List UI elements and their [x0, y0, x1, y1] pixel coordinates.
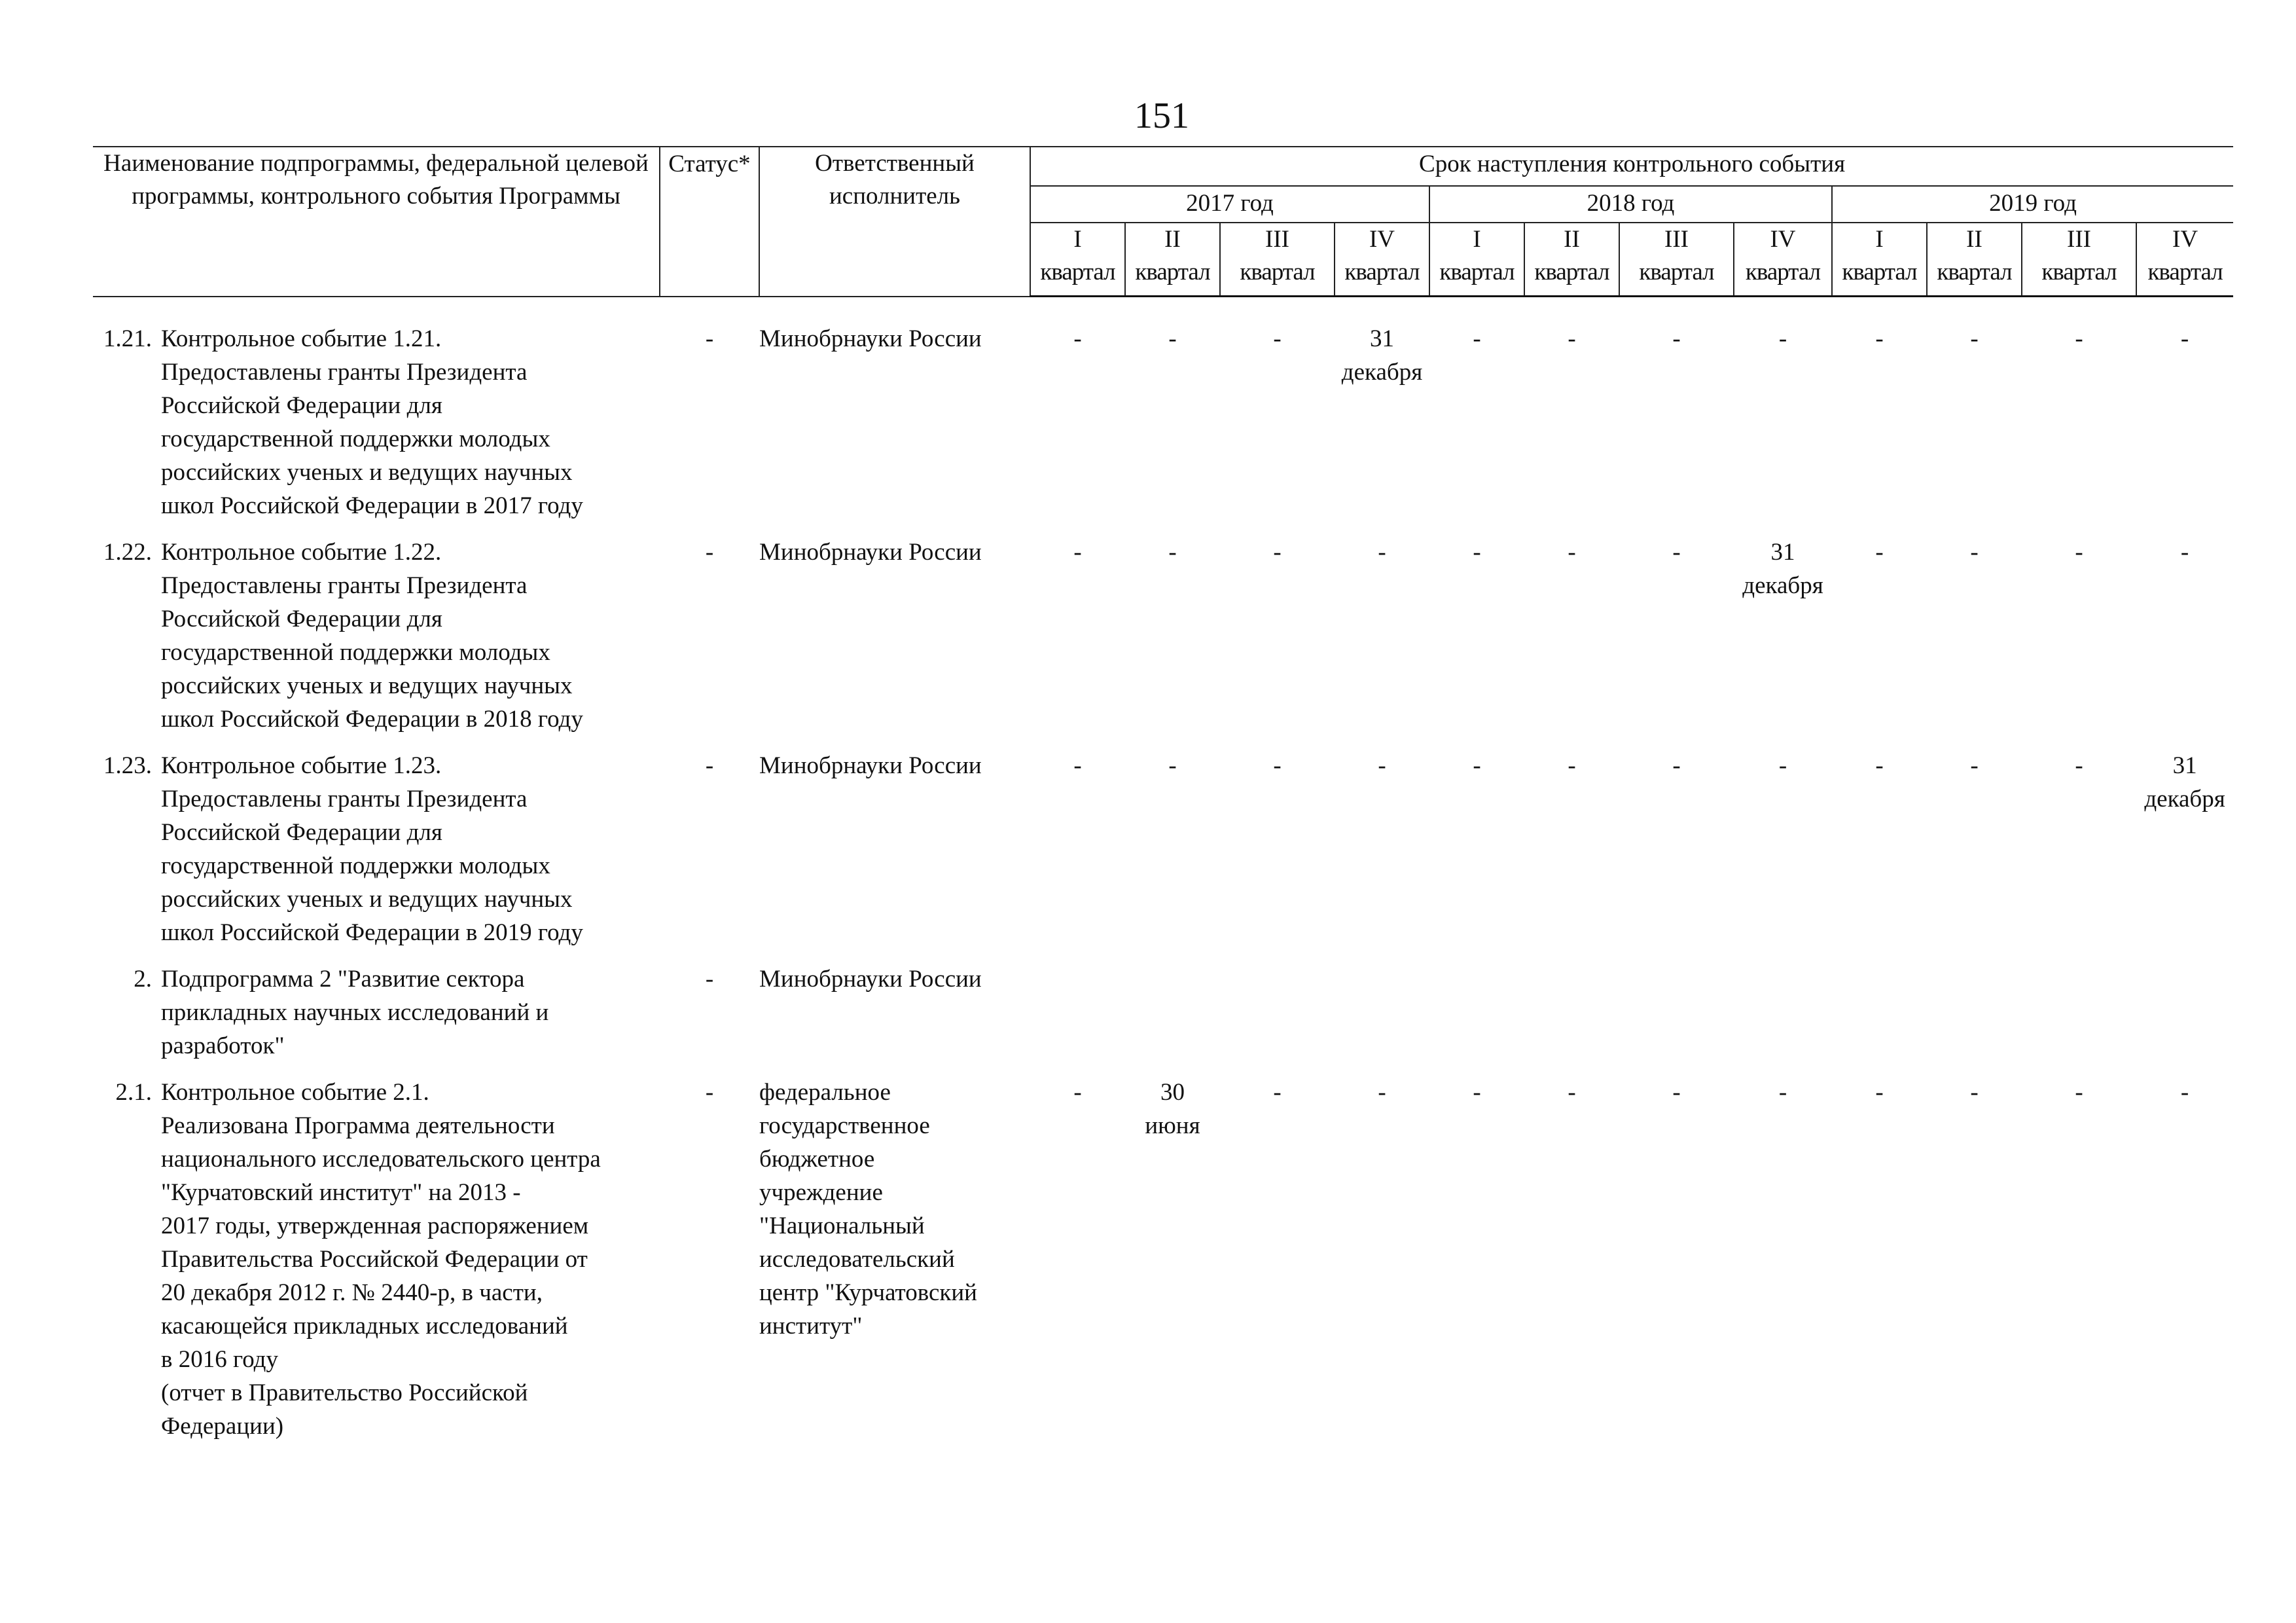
quarter-cell [1524, 962, 1619, 1076]
event-name-line: Предоставлены гранты Президента [161, 572, 528, 599]
quarter-word: квартал [1842, 259, 1917, 285]
header-spacer [93, 297, 2233, 323]
quarter-header [2136, 223, 2233, 297]
event-name [158, 962, 660, 1076]
quarter-cell-value: - [1378, 539, 1386, 566]
quarter-header [1832, 223, 1927, 297]
event-name-line: Контрольное событие 1.22. [161, 539, 442, 566]
quarter-cell-value: - [1168, 539, 1177, 566]
quarter-cell [2022, 1076, 2136, 1456]
event-name [158, 1076, 660, 1456]
row-number: 1.22. [103, 539, 152, 566]
table-row [93, 1076, 2233, 1456]
year-header: 2018 год [1429, 186, 1832, 223]
event-name [158, 749, 660, 962]
quarter-cell-value: - [1273, 1079, 1282, 1106]
quarter-cell-value: - [1672, 539, 1681, 566]
page-number: 151 [1134, 96, 1189, 136]
event-name-line: школ Российской Федерации в 2017 году [161, 492, 583, 519]
quarter-cell [1125, 749, 1220, 962]
quarter-numeral: III [1664, 226, 1689, 253]
quarter-cell-value: - [1875, 325, 1884, 352]
quarter-cell [1030, 962, 1125, 1076]
quarter-cell [1832, 322, 1927, 536]
quarter-cell [1619, 1076, 1734, 1456]
quarter-cell [1832, 749, 1927, 962]
event-name-line: государственной поддержки молодых [161, 639, 550, 666]
quarter-cell-value: - [1875, 539, 1884, 566]
quarter-cell-value: - [2075, 539, 2083, 566]
event-name-line: (отчет в Правительство Российской [161, 1379, 528, 1406]
quarter-word: квартал [2041, 259, 2117, 285]
table-body [93, 297, 2233, 1457]
executor-line: государственное [759, 1112, 930, 1139]
quarter-cell [1927, 749, 2022, 962]
quarter-header [1030, 223, 1125, 297]
row-number: 1.21. [103, 325, 152, 352]
quarter-cell [1832, 1076, 1927, 1456]
quarter-cell [1619, 536, 1734, 749]
quarter-cell-value: - [1875, 752, 1884, 779]
quarter-cell [1030, 536, 1125, 749]
executor-line: Минобрнауки России [759, 752, 982, 779]
quarter-cell [1335, 1076, 1429, 1456]
quarter-cell [1220, 962, 1335, 1076]
quarter-cell [1734, 1076, 1832, 1456]
quarter-cell-value: декабря [1742, 572, 1823, 599]
quarter-cell [1734, 322, 1832, 536]
quarter-cell [1335, 749, 1429, 962]
quarter-numeral: II [1564, 226, 1580, 253]
quarter-header [1125, 223, 1220, 297]
quarter-header [1524, 223, 1619, 297]
quarter-cell [1734, 749, 1832, 962]
quarter-cell-value: - [1073, 752, 1082, 779]
quarter-cell [1429, 749, 1524, 962]
quarter-cell-value: - [2075, 325, 2083, 352]
quarter-cell-value: 31 [1770, 539, 1795, 566]
quarter-cell-value: - [1970, 752, 1979, 779]
quarter-cell-value: - [1568, 539, 1576, 566]
quarter-cell [2136, 1076, 2233, 1456]
quarter-cell-value: - [1568, 752, 1576, 779]
quarter-header [1429, 223, 1524, 297]
quarter-cell-value: - [1778, 752, 1787, 779]
row-number: 1.23. [103, 752, 152, 779]
quarter-cell-value: - [1273, 539, 1282, 566]
quarter-cell-value: - [1473, 752, 1481, 779]
quarter-numeral: III [2067, 226, 2091, 253]
table-header [93, 147, 2233, 297]
quarter-header [1335, 223, 1429, 297]
quarter-cell [1220, 536, 1335, 749]
quarter-cell-value: - [1473, 325, 1481, 352]
quarter-cell-value: - [1073, 1079, 1082, 1106]
quarter-cell [1619, 749, 1734, 962]
quarter-word: квартал [1040, 259, 1115, 285]
quarter-cell-value: - [1273, 325, 1282, 352]
quarter-cell-value: - [1168, 325, 1177, 352]
quarter-cell [1030, 322, 1125, 536]
quarter-header [2022, 223, 2136, 297]
quarter-word: квартал [1937, 259, 2012, 285]
quarter-word: квартал [1240, 259, 1315, 285]
quarter-numeral: II [1164, 226, 1181, 253]
table-row [93, 749, 2233, 962]
quarter-numeral: I [1473, 226, 1481, 253]
quarter-cell-value: - [1875, 1079, 1884, 1106]
event-name-line: 20 декабря 2012 г. № 2440-р, в части, [161, 1279, 543, 1306]
quarter-cell-value: - [1473, 1079, 1481, 1106]
quarter-cell-value: - [1568, 1079, 1576, 1106]
event-name-line: Контрольное событие 1.21. [161, 325, 442, 352]
quarter-cell-value: - [1970, 1079, 1979, 1106]
executor-line: федеральное [759, 1079, 891, 1106]
quarter-numeral: II [1966, 226, 1982, 253]
status-cell: - [705, 752, 714, 779]
quarter-header [1619, 223, 1734, 297]
quarter-cell [1125, 962, 1220, 1076]
quarter-cell-value: - [1073, 325, 1082, 352]
executor-cell [759, 536, 1030, 749]
quarter-cell [1335, 322, 1429, 536]
quarter-cell-value: - [1778, 1079, 1787, 1106]
control-events-table [93, 146, 2233, 1456]
quarter-cell-value: декабря [2144, 786, 2225, 812]
quarter-cell [1619, 962, 1734, 1076]
quarter-cell [1927, 536, 2022, 749]
quarter-numeral: I [1073, 226, 1082, 253]
quarter-cell [1927, 1076, 2022, 1456]
row-number: 2. [134, 966, 152, 993]
quarter-cell [1030, 749, 1125, 962]
executor-cell [759, 1076, 1030, 1456]
quarter-cell-value: - [2180, 325, 2189, 352]
quarter-cell-value: - [1672, 1079, 1681, 1106]
quarter-cell-value: - [2180, 1079, 2189, 1106]
executor-line: Минобрнауки России [759, 539, 982, 566]
event-name [158, 536, 660, 749]
row-number: 2.1. [115, 1079, 152, 1106]
event-name-line: в 2016 году [161, 1346, 278, 1373]
status-cell: - [705, 966, 714, 993]
quarter-numeral: IV [1770, 226, 1796, 253]
name-column-header: Наименование подпрограммы, федеральной целевой программы, контрольного события Программы [93, 147, 660, 297]
quarter-cell [2022, 749, 2136, 962]
status-column-header: Статус* [660, 147, 759, 297]
event-name-line: Российской Федерации для [161, 606, 442, 632]
quarter-cell-value: 31 [2172, 752, 2197, 779]
quarter-cell [2022, 322, 2136, 536]
quarter-cell [2136, 962, 2233, 1076]
quarter-cell [2136, 536, 2233, 749]
status-cell: - [705, 1079, 714, 1106]
executor-line: центр "Курчатовский [759, 1279, 977, 1306]
quarter-cell-value: 30 [1160, 1079, 1185, 1106]
quarter-cell [1429, 1076, 1524, 1456]
quarter-cell [1125, 322, 1220, 536]
quarter-header [1927, 223, 2022, 297]
event-name-line: Предоставлены гранты Президента [161, 786, 528, 812]
quarter-cell [1335, 962, 1429, 1076]
quarter-cell-value: - [1473, 539, 1481, 566]
quarter-numeral: I [1875, 226, 1884, 253]
quarter-cell [1734, 962, 1832, 1076]
quarter-cell-value: 31 [1370, 325, 1394, 352]
executor-line: институт" [759, 1313, 863, 1340]
event-name-line: 2017 годы, утвержденная распоряжением [161, 1213, 589, 1239]
event-name-line: Российской Федерации для [161, 392, 442, 419]
quarter-header [1220, 223, 1335, 297]
quarter-cell [2022, 536, 2136, 749]
event-name-line: национального исследовательского центра [161, 1146, 601, 1173]
quarter-word: квартал [1639, 259, 1714, 285]
quarter-cell-value: - [2075, 1079, 2083, 1106]
quarter-cell [1030, 1076, 1125, 1456]
event-name-line: Контрольное событие 1.23. [161, 752, 442, 779]
table-row [93, 962, 2233, 1076]
quarter-cell-value: - [1970, 325, 1979, 352]
status-cell: - [705, 539, 714, 566]
quarter-cell [1524, 1076, 1619, 1456]
quarter-header [1734, 223, 1832, 297]
event-name [158, 322, 660, 536]
quarter-cell [1125, 1076, 1220, 1456]
quarter-cell [1927, 322, 2022, 536]
event-name-line: школ Российской Федерации в 2019 году [161, 919, 583, 946]
event-name-line: Правительства Российской Федерации от [161, 1246, 588, 1273]
event-name-line: российских ученых и ведущих научных [161, 459, 573, 486]
event-name-line: Предоставлены гранты Президента [161, 359, 528, 386]
quarter-cell [1220, 322, 1335, 536]
event-name-line: школ Российской Федерации в 2018 году [161, 706, 583, 733]
event-name-line: касающейся прикладных исследований [161, 1313, 568, 1340]
executor-line: Минобрнауки России [759, 325, 982, 352]
quarter-cell [1619, 322, 1734, 536]
quarter-word: квартал [1745, 259, 1821, 285]
year-header: 2019 год [1832, 186, 2233, 223]
quarter-cell-value: - [1378, 1079, 1386, 1106]
executor-line: исследовательский [759, 1246, 955, 1273]
quarter-cell [2022, 962, 2136, 1076]
event-name-line: государственной поддержки молодых [161, 426, 550, 452]
quarter-cell [1220, 1076, 1335, 1456]
quarter-cell [1734, 536, 1832, 749]
quarter-cell [1524, 322, 1619, 536]
quarter-cell-value: - [1778, 325, 1787, 352]
quarter-cell [1832, 962, 1927, 1076]
quarter-cell-value: - [1073, 539, 1082, 566]
table-row [93, 322, 2233, 536]
event-name-line: Контрольное событие 2.1. [161, 1079, 429, 1106]
quarter-cell-value: - [1568, 325, 1576, 352]
quarter-cell [1927, 962, 2022, 1076]
quarter-cell [1524, 749, 1619, 962]
executor-line: бюджетное [759, 1146, 875, 1173]
quarter-cell-value: - [1672, 752, 1681, 779]
quarter-cell [2136, 749, 2233, 962]
executor-cell [759, 962, 1030, 1076]
event-name-line: российских ученых и ведущих научных [161, 886, 573, 913]
executor-cell [759, 749, 1030, 962]
quarter-cell [1429, 962, 1524, 1076]
quarter-cell-value: - [2075, 752, 2083, 779]
quarter-cell-value: - [1672, 325, 1681, 352]
quarter-cell [1125, 536, 1220, 749]
event-name-line: российских ученых и ведущих научных [161, 672, 573, 699]
quarter-word: квартал [1135, 259, 1210, 285]
quarter-word: квартал [1344, 259, 1420, 285]
deadline-group-header: Срок наступления контрольного события [1030, 147, 2233, 186]
event-name-line: Реализована Программа деятельности [161, 1112, 555, 1139]
executor-column-header: Ответственный исполнитель [759, 147, 1030, 297]
event-name-line: "Курчатовский институт" на 2013 - [161, 1179, 521, 1206]
quarter-cell-value: - [1378, 752, 1386, 779]
quarter-cell [1832, 536, 1927, 749]
event-name-line: Российской Федерации для [161, 819, 442, 846]
status-cell: - [705, 325, 714, 352]
event-name-line: государственной поддержки молодых [161, 852, 550, 879]
event-name-line: разработок" [161, 1032, 285, 1059]
event-name-line: прикладных научных исследований и [161, 999, 549, 1026]
quarter-cell [1220, 749, 1335, 962]
executor-line: "Национальный [759, 1213, 925, 1239]
year-header: 2017 год [1030, 186, 1429, 223]
quarter-cell-value: - [1970, 539, 1979, 566]
table-row [93, 536, 2233, 749]
quarter-cell-value: - [1168, 752, 1177, 779]
executor-line: Минобрнауки России [759, 966, 982, 993]
quarter-cell-value: июня [1145, 1112, 1200, 1139]
quarter-numeral: IV [1369, 226, 1395, 253]
quarter-numeral: IV [2172, 226, 2198, 253]
quarter-cell [1335, 536, 1429, 749]
quarter-cell-value: - [2180, 539, 2189, 566]
quarter-numeral: III [1265, 226, 1289, 253]
event-name-line: Подпрограмма 2 "Развитие сектора [161, 966, 525, 993]
quarter-cell [2136, 322, 2233, 536]
quarter-word: квартал [2147, 259, 2223, 285]
event-name-line: Федерации) [161, 1413, 284, 1440]
quarter-cell [1524, 536, 1619, 749]
executor-cell [759, 322, 1030, 536]
quarter-cell [1429, 322, 1524, 536]
quarter-cell [1429, 536, 1524, 749]
executor-line: учреждение [759, 1179, 883, 1206]
quarter-cell-value: декабря [1341, 359, 1423, 386]
quarter-word: квартал [1534, 259, 1609, 285]
quarter-cell-value: - [1273, 752, 1282, 779]
quarter-word: квартал [1439, 259, 1515, 285]
